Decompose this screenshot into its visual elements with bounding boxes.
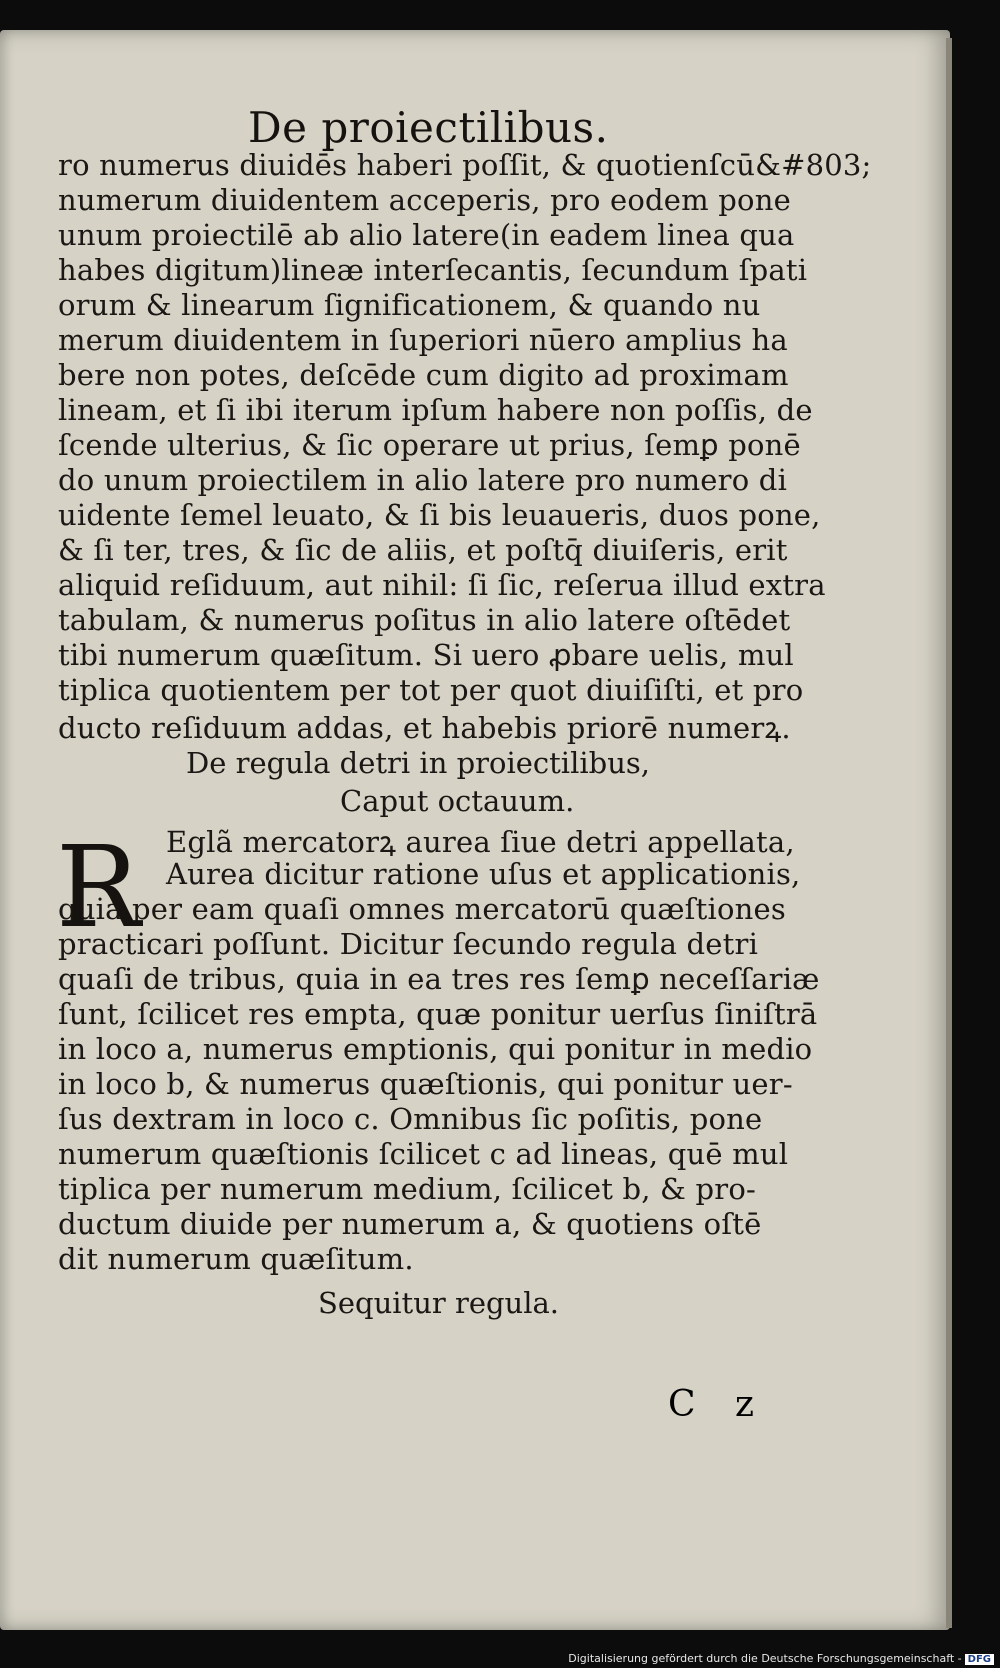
text-line: bere non potes, deſcēde cum digito ad proximam bbox=[58, 358, 789, 392]
text-line: ductum diuide per numerum a, & quotiens oſtē bbox=[58, 1207, 762, 1241]
text-line: & ſi ter, tres, & ſic de aliis, et poſtq̄ diuiſeris, erit bbox=[58, 533, 788, 567]
text-line: quaſi de tribus, quia in ea tres res ſemꝑ neceſſariæ bbox=[58, 962, 820, 996]
text-line: merum diuidentem in ſuperiori nūero amplius ha bbox=[58, 323, 788, 357]
text-line: quia per eam quaſi omnes mercatorū quæſtiones bbox=[58, 892, 786, 926]
text-line: numerum diuidentem acceperis, pro eodem pone bbox=[58, 183, 791, 217]
text-line: tabulam, & numerus poſitus in alio latere oſtēdet bbox=[58, 603, 791, 637]
text-line: in loco b, & numerus quæſtionis, qui ponitur uer- bbox=[58, 1067, 793, 1101]
text-line: ducto reſiduum addas, et habebis priorē numerꝝ. bbox=[58, 711, 791, 745]
text-line: unum proiectilē ab alio latere(in eadem linea qua bbox=[58, 218, 795, 252]
text-line: tiplica quotientem per tot per quot diuiſiſti, et pro bbox=[58, 673, 804, 707]
text-line: practicari poſſunt. Dicitur ſecundo regula detri bbox=[58, 927, 759, 961]
text-line: Aurea dicitur ratione uſus et applicationis, bbox=[166, 857, 801, 891]
dfg-logo: DFG bbox=[965, 1654, 994, 1665]
text-line: in loco a, numerus emptionis, qui ponitur in medio bbox=[58, 1032, 813, 1066]
text-line: Eglã mercatorꝝ aurea ſiue detri appellata, bbox=[166, 825, 795, 859]
page-edge bbox=[946, 38, 952, 1628]
text-line: orum & linearum ſignificationem, & quando nu bbox=[58, 288, 761, 322]
text-line: tibi numerum quæſitum. Si uero ꝓbare uelis, mul bbox=[58, 638, 794, 672]
footer-text: Digitalisierung gefördert durch die Deutsche Forschungsgemeinschaft - bbox=[568, 1652, 962, 1665]
text-line: ro numerus diuidēs haberi poſſit, & quotienſcū&#803; bbox=[58, 148, 872, 182]
chapter-heading: Caput octauum. bbox=[340, 784, 575, 818]
text-line: do unum proiectilem in alio latere pro numero di bbox=[58, 463, 788, 497]
signature-mark: C z bbox=[668, 1384, 768, 1425]
text-line: lineam, et ſi ibi iterum ipſum habere non poſſis, de bbox=[58, 393, 813, 427]
text-line: habes digitum)lineæ interſecantis, ſecundum ſpati bbox=[58, 253, 808, 287]
section-heading: De regula detri in proiectilibus, bbox=[186, 746, 650, 780]
text-line: numerum quæſtionis ſcilicet c ad lineas, quē mul bbox=[58, 1137, 789, 1171]
text-line: ſcende ulterius, & ſic operare ut prius, ſemꝑ ponē bbox=[58, 428, 801, 462]
text-line: aliquid reſiduum, aut nihil: ſi ſic, reſerua illud extra bbox=[58, 568, 826, 602]
text-line: ſunt, ſcilicet res empta, quæ ponitur uerſus ſiniſtrā bbox=[58, 997, 818, 1031]
footer-credit bbox=[0, 1652, 1000, 1665]
text-line: tiplica per numerum medium, ſcilicet b, & pro- bbox=[58, 1172, 756, 1206]
text-line: dit numerum quæſitum. bbox=[58, 1242, 414, 1276]
closing-line: Sequitur regula. bbox=[318, 1286, 560, 1320]
running-head: De proiectilibus. bbox=[248, 103, 609, 152]
text-line: uidente ſemel leuato, & ſi bis leuaueris, duos pone, bbox=[58, 498, 821, 532]
drop-capital: R bbox=[56, 823, 141, 953]
text-line: ſus dextram in loco c. Omnibus ſic poſitis, pone bbox=[58, 1102, 763, 1136]
